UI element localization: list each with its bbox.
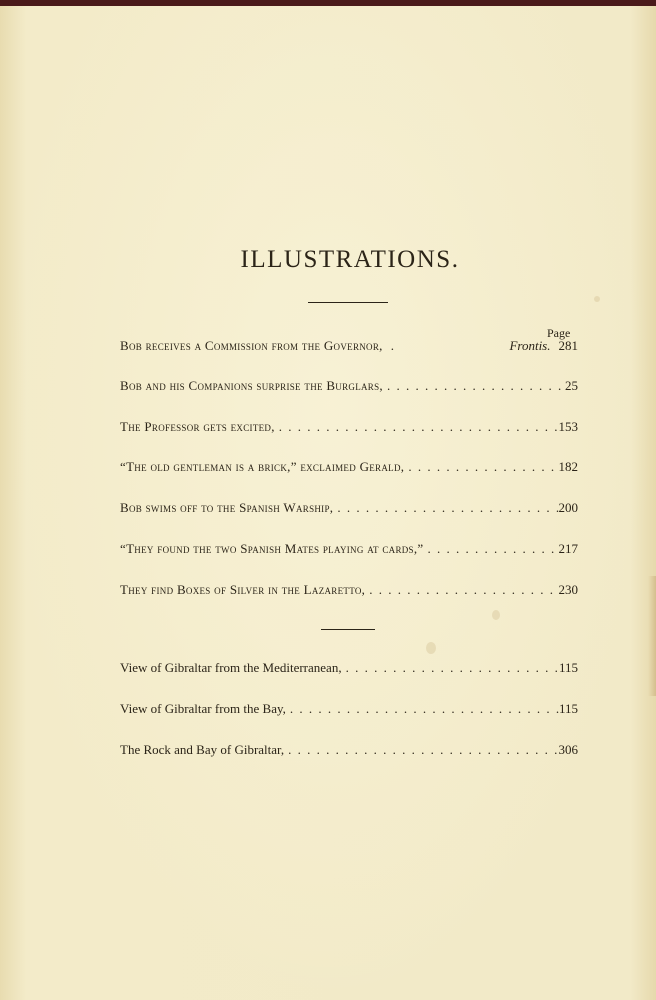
heading-rule <box>308 302 388 303</box>
illustration-page-number: 182 <box>558 459 578 474</box>
foxing-spot <box>594 296 600 302</box>
illustration-entry <box>120 582 578 602</box>
illustration-caption: Bob swims off to the Spanish Warship, <box>120 500 334 515</box>
illustration-page-number: 200 <box>558 500 578 515</box>
view-page-number: 115 <box>558 701 578 716</box>
view-entry <box>120 742 578 762</box>
illustration-caption: “The old gentleman is a brick,” exclaimed Gerald, <box>120 459 405 474</box>
view-page-number: 115 <box>558 660 578 675</box>
leader-dots <box>342 660 559 676</box>
leader-dots <box>286 701 559 717</box>
view-entry <box>120 701 578 721</box>
illustration-page-number: 153 <box>558 419 578 434</box>
book-page <box>0 6 656 1000</box>
illustration-page-number: 25 <box>565 378 578 393</box>
illustration-entry <box>120 378 578 398</box>
page-column-label: Page <box>547 326 571 340</box>
view-caption: View of Gibraltar from the Mediterranean, <box>120 660 342 675</box>
leader-dots <box>404 459 558 475</box>
illustration-entry <box>120 338 578 358</box>
view-caption: The Rock and Bay of Gibraltar, <box>120 742 285 757</box>
leader-dots <box>284 742 558 758</box>
illustration-caption: The Professor gets excited, <box>120 419 275 434</box>
illustration-caption: Bob receives a Commission from the Governor, <box>120 338 383 353</box>
illustration-caption: “They found the two Spanish Mates playing at cards,” <box>120 541 424 556</box>
foxing-spot <box>426 642 436 654</box>
entry-dot: . <box>390 338 394 353</box>
leader-dots <box>365 582 558 598</box>
illustration-entry <box>120 419 578 439</box>
illustration-entry <box>120 541 578 561</box>
illustration-entry <box>120 500 578 520</box>
section-rule <box>321 629 375 630</box>
view-entry <box>120 660 578 680</box>
illustration-page-number: 281 <box>558 338 578 353</box>
page-edge-shading <box>648 576 656 696</box>
leader-dots <box>423 541 558 557</box>
leader-dots <box>333 500 558 516</box>
leader-dots <box>275 419 559 435</box>
illustration-page-number: 230 <box>558 582 578 597</box>
illustration-page-number: 217 <box>558 541 578 556</box>
foxing-spot <box>492 610 500 620</box>
illustration-caption: Bob and his Companions surprise the Burglars, <box>120 378 383 393</box>
leader-dots <box>383 378 565 394</box>
page-heading: ILLUSTRATIONS. <box>240 246 460 273</box>
view-page-number: 306 <box>558 742 578 757</box>
view-caption: View of Gibraltar from the Bay, <box>120 701 286 716</box>
illustration-entry <box>120 459 578 479</box>
illustration-caption: They find Boxes of Silver in the Lazaretto, <box>120 582 366 597</box>
frontispiece-label: Frontis. <box>509 338 551 353</box>
